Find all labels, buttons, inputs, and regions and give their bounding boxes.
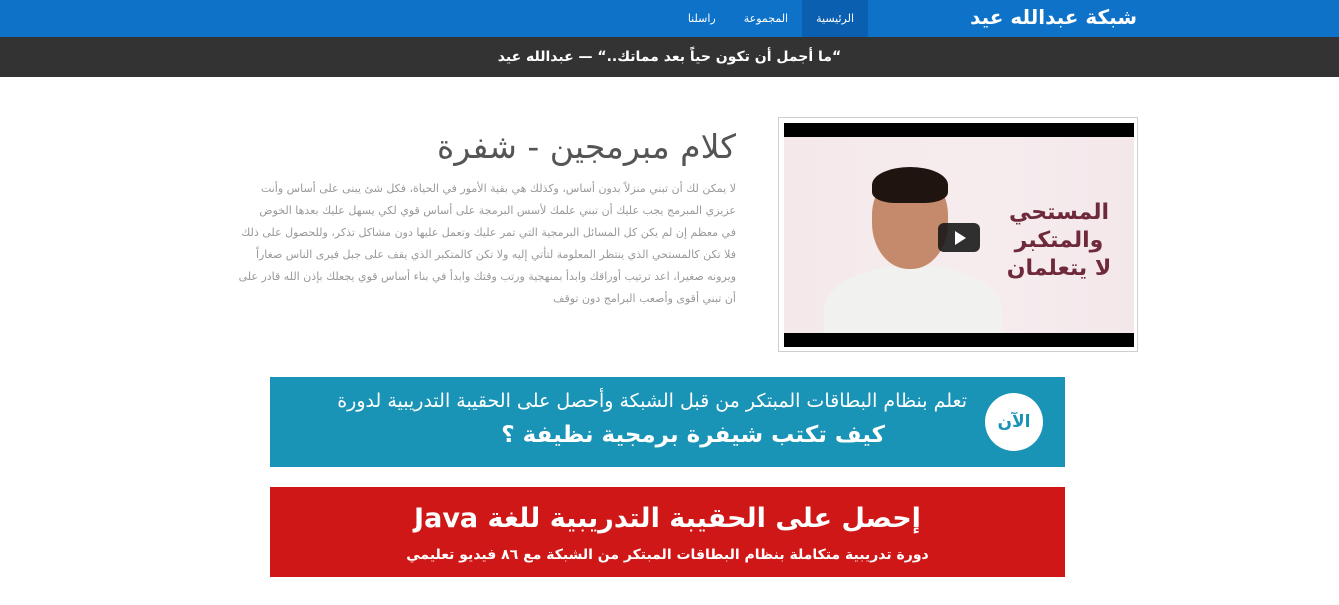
- article-line: فلا تكن كالمستحي الذي ينتظر المعلومة لتأتي إليه ولا تكن كالمتكبر الذي يقف على جبل فيرى الناس صغاراً: [255, 248, 736, 261]
- main-nav: [674, 0, 868, 37]
- clean-code-course-banner[interactable]: [270, 377, 1065, 467]
- person-hair-graphic: [872, 167, 948, 203]
- now-badge: الآن: [985, 393, 1043, 451]
- nav-item-home[interactable]: الرئيسية: [802, 0, 868, 37]
- video-thumbnail: [784, 137, 1134, 333]
- play-icon[interactable]: [938, 223, 980, 252]
- video-embed[interactable]: [778, 117, 1138, 352]
- site-brand[interactable]: شبكة عبدالله عيد: [970, 5, 1137, 29]
- java-course-banner[interactable]: [270, 487, 1065, 577]
- article-line: لا يمكن لك أن تبني منزلاً بدون أساس، وكذلك هي بقية الأمور في الحياة، فكل شئ يبنى على أساس وأنت: [260, 182, 736, 195]
- article-line: أن تبني أقوى وأصعب البرامج دون توقف: [553, 292, 736, 305]
- person-body-graphic: [824, 265, 1002, 333]
- banner-red-line2: دورة تدريبية متكاملة بنظام البطاقات المبتكر من الشبكة مع ٨٦ فيديو تعليمي: [406, 547, 929, 563]
- banner-red-line1: إحصل على الحقيبة التدريبية للغة Java: [414, 503, 921, 534]
- video-caption-line2: لا يتعلمان: [1006, 256, 1112, 281]
- nav-item-group[interactable]: المجموعة: [743, 12, 789, 25]
- top-navbar: [0, 0, 1339, 37]
- article-title: كلام مبرمجين - شفرة: [437, 127, 736, 166]
- video-player[interactable]: [784, 123, 1134, 347]
- article-body: [206, 178, 736, 310]
- quote-bar: [0, 37, 1339, 77]
- video-caption-line1: المستحي والمتكبر: [1008, 200, 1110, 253]
- video-caption: [984, 199, 1134, 283]
- article-line: عزيزي المبرمج يجب عليك أن تبني علمك لأسس البرمجة على أساس قوي لكي يسهل عليك بعدها الخوض: [259, 204, 736, 217]
- article-line: في معظم إن لم يكن كل المسائل البرمجية التي تمر عليك وتعمل عليها دون مشاكل تذكر، وللحصول على ذلك: [241, 226, 736, 239]
- quote-text: “ما أجمل أن تكون حياً بعد مماتك..“ — عبدالله عيد: [497, 49, 842, 65]
- nav-item-contact[interactable]: راسلنا: [687, 12, 716, 25]
- banner-blue-line1: تعلم بنظام البطاقات المبتكر من قبل الشبكة وأحصل على الحقيبة التدريبية لدورة: [337, 390, 967, 412]
- banner-blue-line2: كيف تكتب شيفرة برمجية نظيفة ؟: [501, 422, 885, 448]
- article-line: ويرونه صغيرا، اعد ترتيب أوراقك وابدأ بمنهجية ورتب وقتك وابدأ في بناء أساس قوي يجعلك بإذن الله قادر على: [238, 270, 736, 283]
